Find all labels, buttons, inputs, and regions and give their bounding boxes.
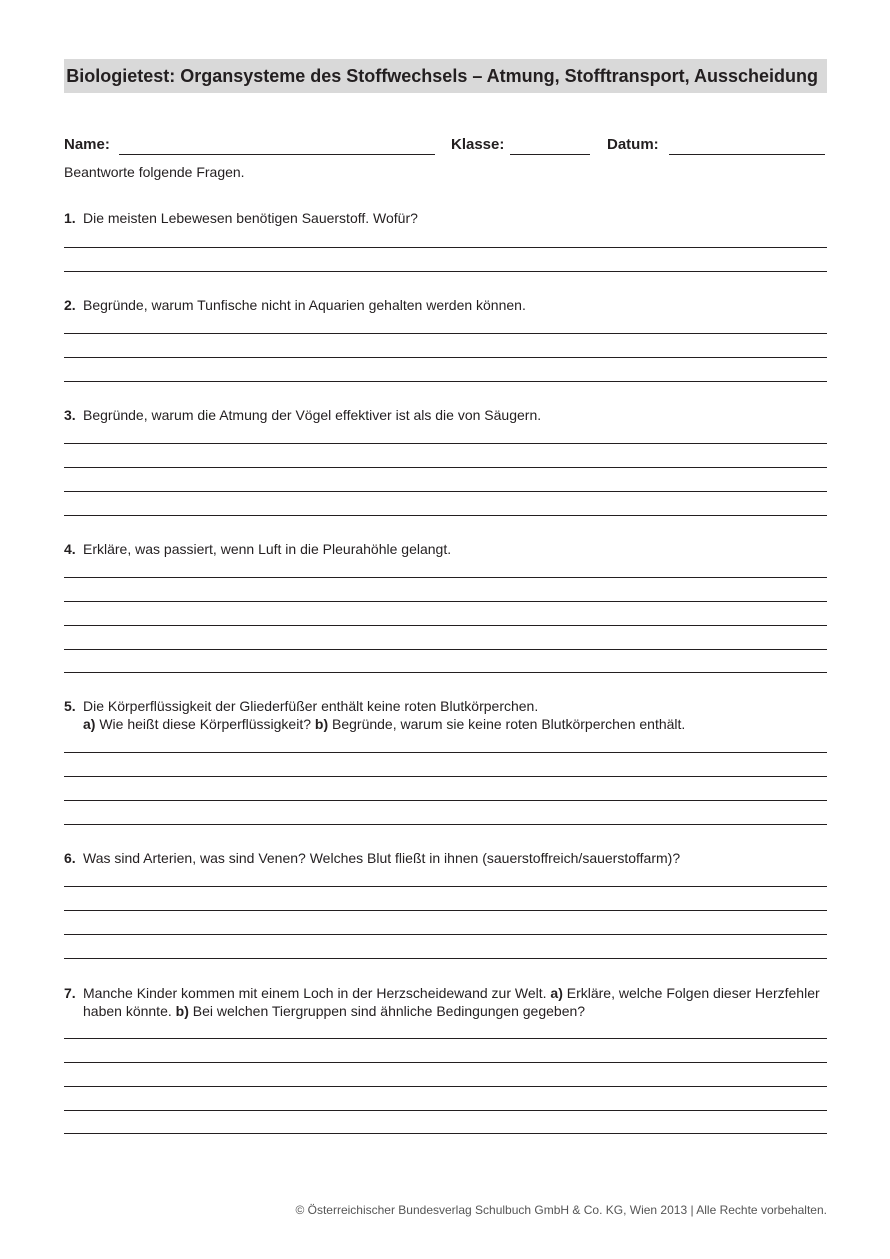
answer-line[interactable] [64, 800, 827, 801]
question-3: 3. Begründe, warum die Atmung der Vögel effektiver ist als die von Säugern. [64, 407, 542, 423]
question-1: 1. Die meisten Lebewesen benötigen Sauerstoff. Wofür? [64, 210, 418, 226]
answer-line[interactable] [64, 672, 827, 673]
answer-line[interactable] [64, 910, 827, 911]
name-field[interactable] [119, 154, 435, 155]
answer-line[interactable] [64, 958, 827, 959]
answer-line[interactable] [64, 824, 827, 825]
copyright-footer: © Österreichischer Bundesverlag Schulbuch GmbH & Co. KG, Wien 2013 | Alle Rechte vorbehalten. [295, 1203, 827, 1217]
answer-line[interactable] [64, 752, 827, 753]
answer-line[interactable] [64, 625, 827, 626]
instruction: Beantworte folgende Fragen. [64, 164, 245, 180]
answer-line[interactable] [64, 886, 827, 887]
answer-line[interactable] [64, 649, 827, 650]
answer-line[interactable] [64, 934, 827, 935]
name-label: Name: [64, 136, 110, 153]
answer-line[interactable] [64, 1110, 827, 1111]
page-title: Biologietest: Organsysteme des Stoffwechsels – Atmung, Stofftransport, Ausscheidung [64, 59, 827, 93]
date-field[interactable] [669, 154, 825, 155]
class-field[interactable] [510, 154, 590, 155]
answer-line[interactable] [64, 1133, 827, 1134]
answer-line[interactable] [64, 577, 827, 578]
answer-line[interactable] [64, 333, 827, 334]
answer-line[interactable] [64, 443, 827, 444]
question-6: 6. Was sind Arterien, was sind Venen? Welches Blut fließt in ihnen (sauerstoffreich/sauerstoffarm)? [64, 850, 681, 866]
question-7: 7. Manche Kinder kommen mit einem Loch in der Herzscheidewand zur Welt. a) Erkläre, welche Folgen dieser Herzfehler haben könnte. b) Bei welchen Tiergruppen sind ähnliche Bedingungen gegeben? [64, 985, 820, 1019]
answer-line[interactable] [64, 247, 827, 248]
date-label: Datum: [607, 136, 659, 153]
answer-line[interactable] [64, 776, 827, 777]
answer-line[interactable] [64, 271, 827, 272]
answer-line[interactable] [64, 381, 827, 382]
answer-line[interactable] [64, 1086, 827, 1087]
answer-line[interactable] [64, 515, 827, 516]
answer-line[interactable] [64, 601, 827, 602]
question-4: 4. Erkläre, was passiert, wenn Luft in die Pleurahöhle gelangt. [64, 541, 452, 557]
answer-line[interactable] [64, 1062, 827, 1063]
answer-line[interactable] [64, 491, 827, 492]
question-2: 2. Begründe, warum Tunfische nicht in Aquarien gehalten werden können. [64, 297, 526, 313]
answer-line[interactable] [64, 467, 827, 468]
question-5: 5. Die Körperflüssigkeit der Gliederfüßer enthält keine roten Blutkörperchen. a) Wie heißt diese Körperflüssigkeit? b) Begründe, warum sie keine roten Blutkörperchen enthält. [64, 698, 686, 732]
answer-line[interactable] [64, 357, 827, 358]
answer-line[interactable] [64, 1038, 827, 1039]
class-label: Klasse: [451, 136, 505, 153]
